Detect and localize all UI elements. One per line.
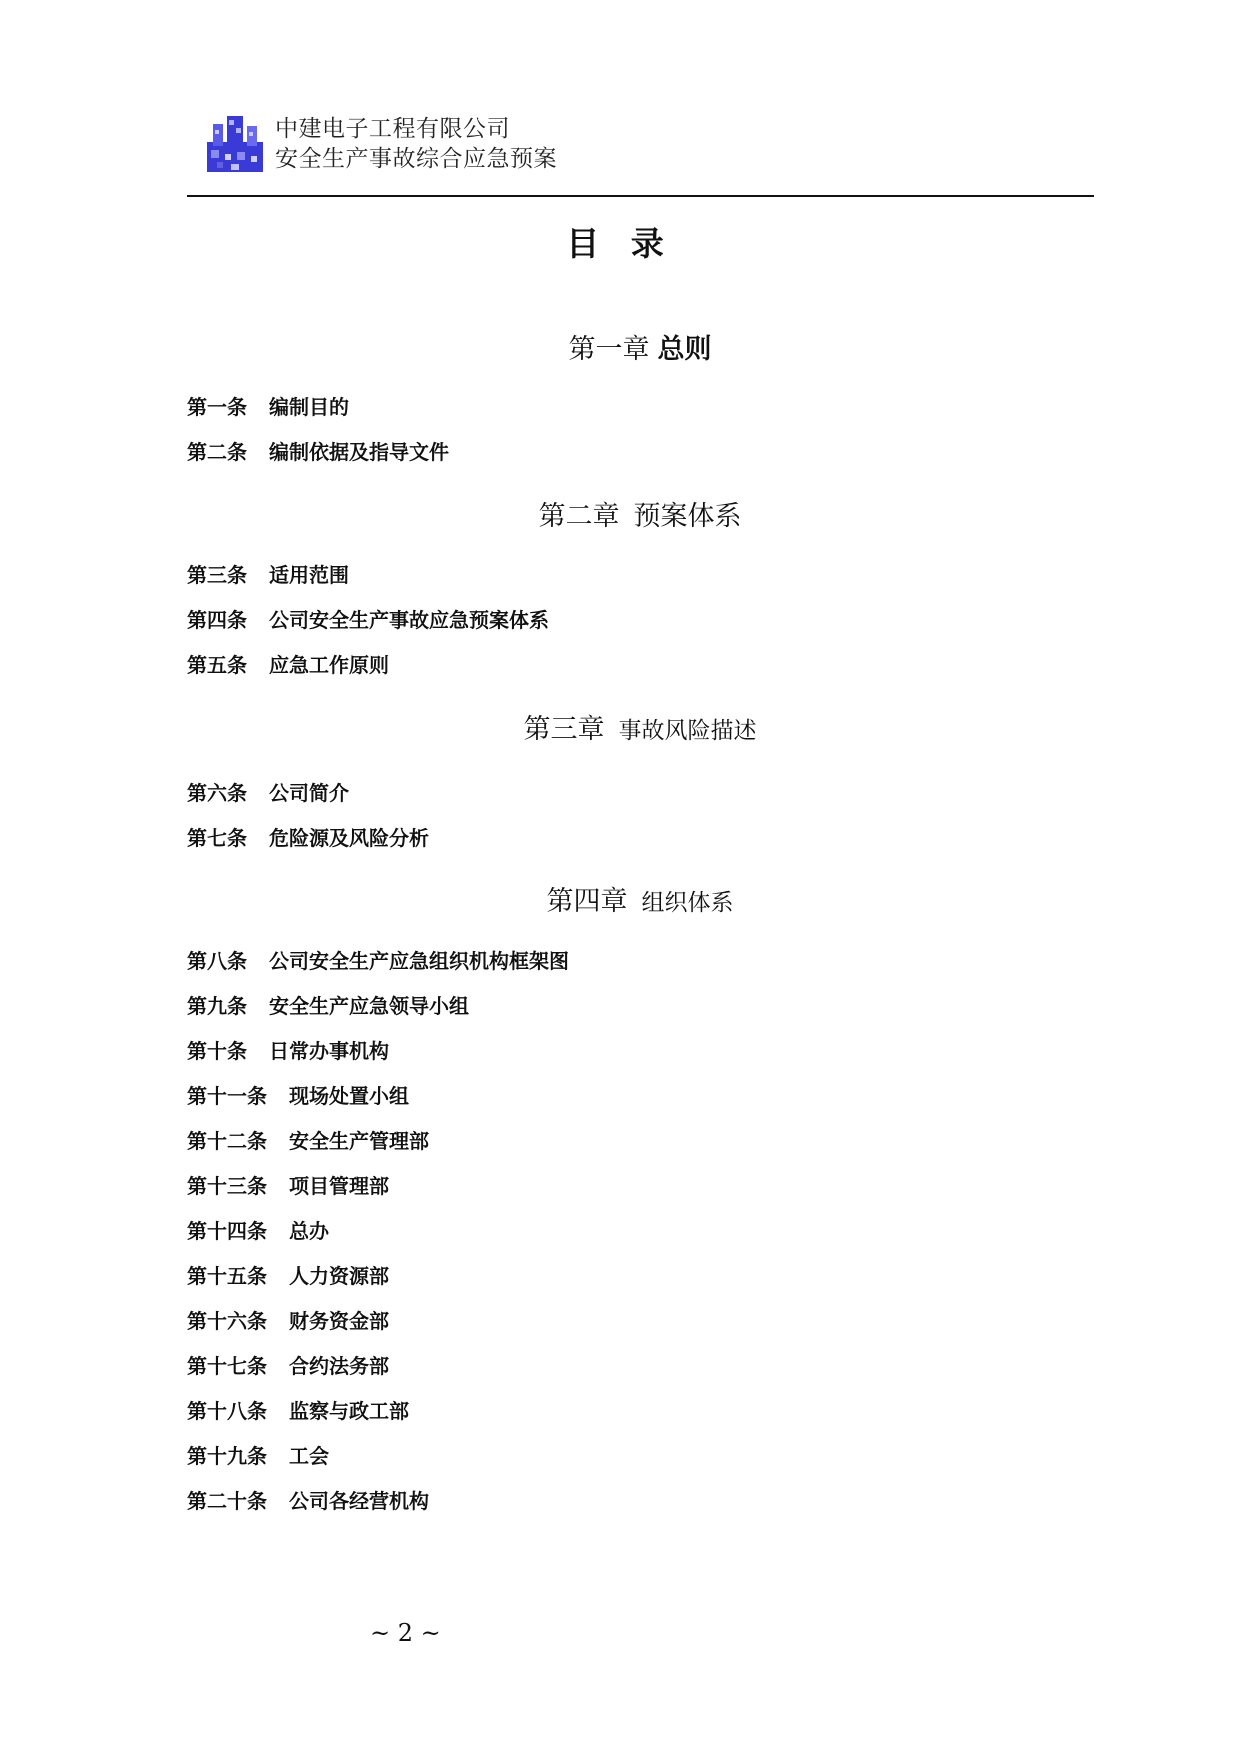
header-divider	[187, 195, 1094, 197]
entry-label: 公司各经营机构	[289, 1489, 429, 1513]
toc-entry[interactable]	[187, 1307, 389, 1335]
entry-label: 应急工作原则	[269, 653, 389, 677]
toc-entry[interactable]	[187, 779, 349, 807]
chapter-name: 总则	[657, 334, 712, 365]
entry-number: 第十六条	[187, 1309, 267, 1333]
entry-number: 第十四条	[187, 1219, 267, 1243]
entry-label: 公司简介	[269, 781, 349, 805]
toc-entry[interactable]	[187, 992, 469, 1020]
toc-entry[interactable]	[187, 606, 549, 634]
toc-entry[interactable]	[187, 1172, 389, 1200]
chapter-heading	[280, 884, 1000, 921]
chapter-number: 第三章	[523, 714, 605, 745]
company-logo-icon	[207, 116, 263, 172]
entry-number: 第七条	[187, 826, 247, 850]
toc-entry[interactable]	[187, 1442, 329, 1470]
chapter-heading	[280, 712, 1000, 749]
entry-number: 第一条	[187, 395, 247, 419]
chapter-heading	[280, 499, 1000, 535]
document-title: 安全生产事故综合应急预案	[275, 146, 557, 172]
toc-entry[interactable]	[187, 824, 429, 852]
toc-entry[interactable]	[187, 1082, 409, 1110]
entry-number: 第十五条	[187, 1264, 267, 1288]
chapter-name: 组织体系	[641, 890, 734, 916]
toc-entry[interactable]	[187, 1262, 389, 1290]
entry-number: 第十三条	[187, 1174, 267, 1198]
entry-number: 第四条	[187, 608, 247, 632]
toc-entry[interactable]	[187, 947, 569, 975]
chapter-heading	[280, 332, 1000, 368]
entry-number: 第十条	[187, 1039, 247, 1063]
toc-entry[interactable]	[187, 1397, 409, 1425]
entry-number: 第二条	[187, 440, 247, 464]
toc-entry[interactable]	[187, 1487, 429, 1515]
entry-label: 编制目的	[269, 395, 349, 419]
entry-label: 编制依据及指导文件	[269, 440, 449, 464]
entry-number: 第十一条	[187, 1084, 267, 1108]
entry-label: 适用范围	[269, 563, 349, 587]
chapter-name: 预案体系	[633, 501, 742, 532]
entry-number: 第五条	[187, 653, 247, 677]
entry-label: 安全生产应急领导小组	[269, 994, 469, 1018]
toc-entry[interactable]	[187, 393, 349, 421]
entry-label: 合约法务部	[289, 1354, 389, 1378]
entry-number: 第三条	[187, 563, 247, 587]
toc-entry[interactable]	[187, 1217, 329, 1245]
entry-label: 日常办事机构	[269, 1039, 389, 1063]
entry-label: 工会	[289, 1444, 329, 1468]
entry-label: 财务资金部	[289, 1309, 389, 1333]
entry-number: 第十八条	[187, 1399, 267, 1423]
chapter-number: 第一章	[568, 334, 650, 365]
toc-entry[interactable]	[187, 561, 349, 589]
toc-entry[interactable]	[187, 438, 449, 466]
entry-label: 安全生产管理部	[289, 1129, 429, 1153]
entry-number: 第八条	[187, 949, 247, 973]
entry-number: 第十二条	[187, 1129, 267, 1153]
entry-label: 公司安全生产应急组织机构框架图	[269, 949, 569, 973]
entry-number: 第六条	[187, 781, 247, 805]
entry-label: 监察与政工部	[289, 1399, 409, 1423]
entry-label: 公司安全生产事故应急预案体系	[269, 608, 549, 632]
entry-label: 现场处置小组	[289, 1084, 409, 1108]
company-name: 中建电子工程有限公司	[275, 116, 510, 142]
chapter-number: 第二章	[538, 501, 620, 532]
entry-label: 人力资源部	[289, 1264, 389, 1288]
toc-entry[interactable]	[187, 1127, 429, 1155]
chapter-name: 事故风险描述	[618, 718, 757, 744]
page-header	[207, 114, 807, 176]
entry-number: 第二十条	[187, 1489, 267, 1513]
chapter-number: 第四章	[546, 886, 628, 917]
entry-number: 第九条	[187, 994, 247, 1018]
page-number: ~ 2 ~	[370, 1619, 441, 1647]
entry-label: 总办	[289, 1219, 329, 1243]
entry-label: 危险源及风险分析	[269, 826, 429, 850]
entry-number: 第十七条	[187, 1354, 267, 1378]
entry-number: 第十九条	[187, 1444, 267, 1468]
toc-entry[interactable]	[187, 651, 389, 679]
toc-title: 目 录	[566, 224, 674, 263]
header-text	[275, 114, 557, 174]
entry-label: 项目管理部	[289, 1174, 389, 1198]
toc-entry[interactable]	[187, 1037, 389, 1065]
toc-entry[interactable]	[187, 1352, 389, 1380]
